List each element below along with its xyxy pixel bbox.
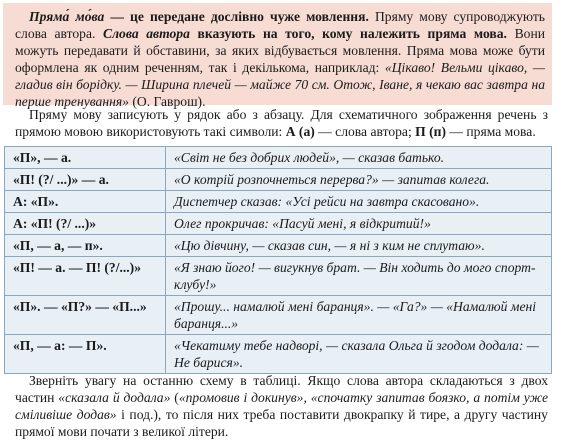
author-words-term: Слова автора — [103, 26, 190, 41]
table-row — [5, 257, 552, 296]
note-paragraph — [3, 372, 554, 440]
table-row — [5, 235, 552, 257]
table-row — [5, 191, 552, 213]
rule-term: Пряма́ мо́ва — [29, 9, 105, 24]
table-row — [5, 335, 552, 374]
example-cell: «Цю дівчину, — сказав син, — я ні з ким не сплутаю». — [166, 235, 552, 257]
rule-definition-box — [3, 3, 552, 109]
symbol-author: А (а) — [285, 124, 315, 139]
rule-example-source: (О. Гаврош). — [128, 94, 206, 109]
note-quote-1: «сказала й додала» — [58, 390, 171, 405]
example-cell: «Я знаю його! — вигукнув брат. — Він ходить до мого спорт-клубу!» — [166, 257, 552, 296]
example-cell: «Прошу... намалюй мені баранця». — «Га?» — «Намалюй мені баранця...» — [166, 296, 552, 335]
scheme-cell: «П». — «П?» — «П...» — [5, 296, 166, 335]
table-row — [5, 213, 552, 235]
example-cell: Диспетчер сказав: «Усі рейси на завтра скасовано». — [166, 191, 552, 213]
table-row — [5, 147, 552, 169]
example-cell: Олег прокричав: «Пасуй мені, я відкритий!» — [166, 213, 552, 235]
scheme-cell: «П», — а. — [5, 147, 166, 169]
rule-example-quote: «Цікаво! Вельми цікаво, — гладив він борідку. — Ширина плечей — майже 70 см. Отож, Іване, я чекаю вас завтра на перше тренування» — [15, 60, 545, 109]
author-words-definition: вказують на того, кому належить пряма мова. — [189, 26, 507, 41]
scheme-cell: «П! (?/ ...)» — а. — [5, 169, 166, 191]
scheme-cell: А: «П». — [5, 191, 166, 213]
table-row — [5, 169, 552, 191]
note-text: Зверніть увагу на останню схему в таблиці. Якщо слова автора складаються з двох частин «сказала й додала» («промовив і докинув», «спочатку запитав боязко, а потім уже сміливіше додав» і под.), то після них треба поставити двокрапку й тире, а другу частину прямої мови почати з великої літери. — [15, 373, 548, 439]
example-cell: «О котрій розпочнеться перерва?» — запитав колега. — [166, 169, 552, 191]
intro-paragraph — [3, 106, 554, 140]
example-cell: «Світ не без добрих людей», — сказав батько. — [166, 147, 552, 169]
note-quote-2: «промовив і докинув», «спочатку запитав боязко, а потім уже сміливіше додав» — [15, 390, 548, 422]
symbol-speech: П (п) — [415, 124, 446, 139]
rule-text — [15, 8, 545, 110]
scheme-cell: «П, — а: — П». — [5, 335, 166, 374]
scheme-cell: «П, — а, — п». — [5, 235, 166, 257]
scheme-cell: «П! — а. — П! (?/...)» — [5, 257, 166, 296]
schemes-table — [4, 146, 552, 374]
rule-sentence-1: Пряму мову супроводжують слова автора. — [15, 9, 545, 41]
example-cell: «Чекатиму тебе надворі, — сказала Ольга й згодом додала: — Не барися». — [166, 335, 552, 374]
rule-sentence-3: Вони можуть передавати й обставини, за яких відбувається мовлення. Пряма мова може бути оформлена як одним реченням, так і декількома, наприклад: — [15, 26, 545, 75]
scheme-cell: А: «П! (?/ ...)» — [5, 213, 166, 235]
table-row — [5, 296, 552, 335]
intro-text: Пряму мову записують у рядок або з абзацу. Для схематичного зображення речень з прямою мовою використовують такі символи: А (а) — слова автора; П (п) — пряма мова. — [15, 107, 548, 139]
rule-definition: — це передане дослівно чуже мовлення. — [104, 9, 369, 24]
